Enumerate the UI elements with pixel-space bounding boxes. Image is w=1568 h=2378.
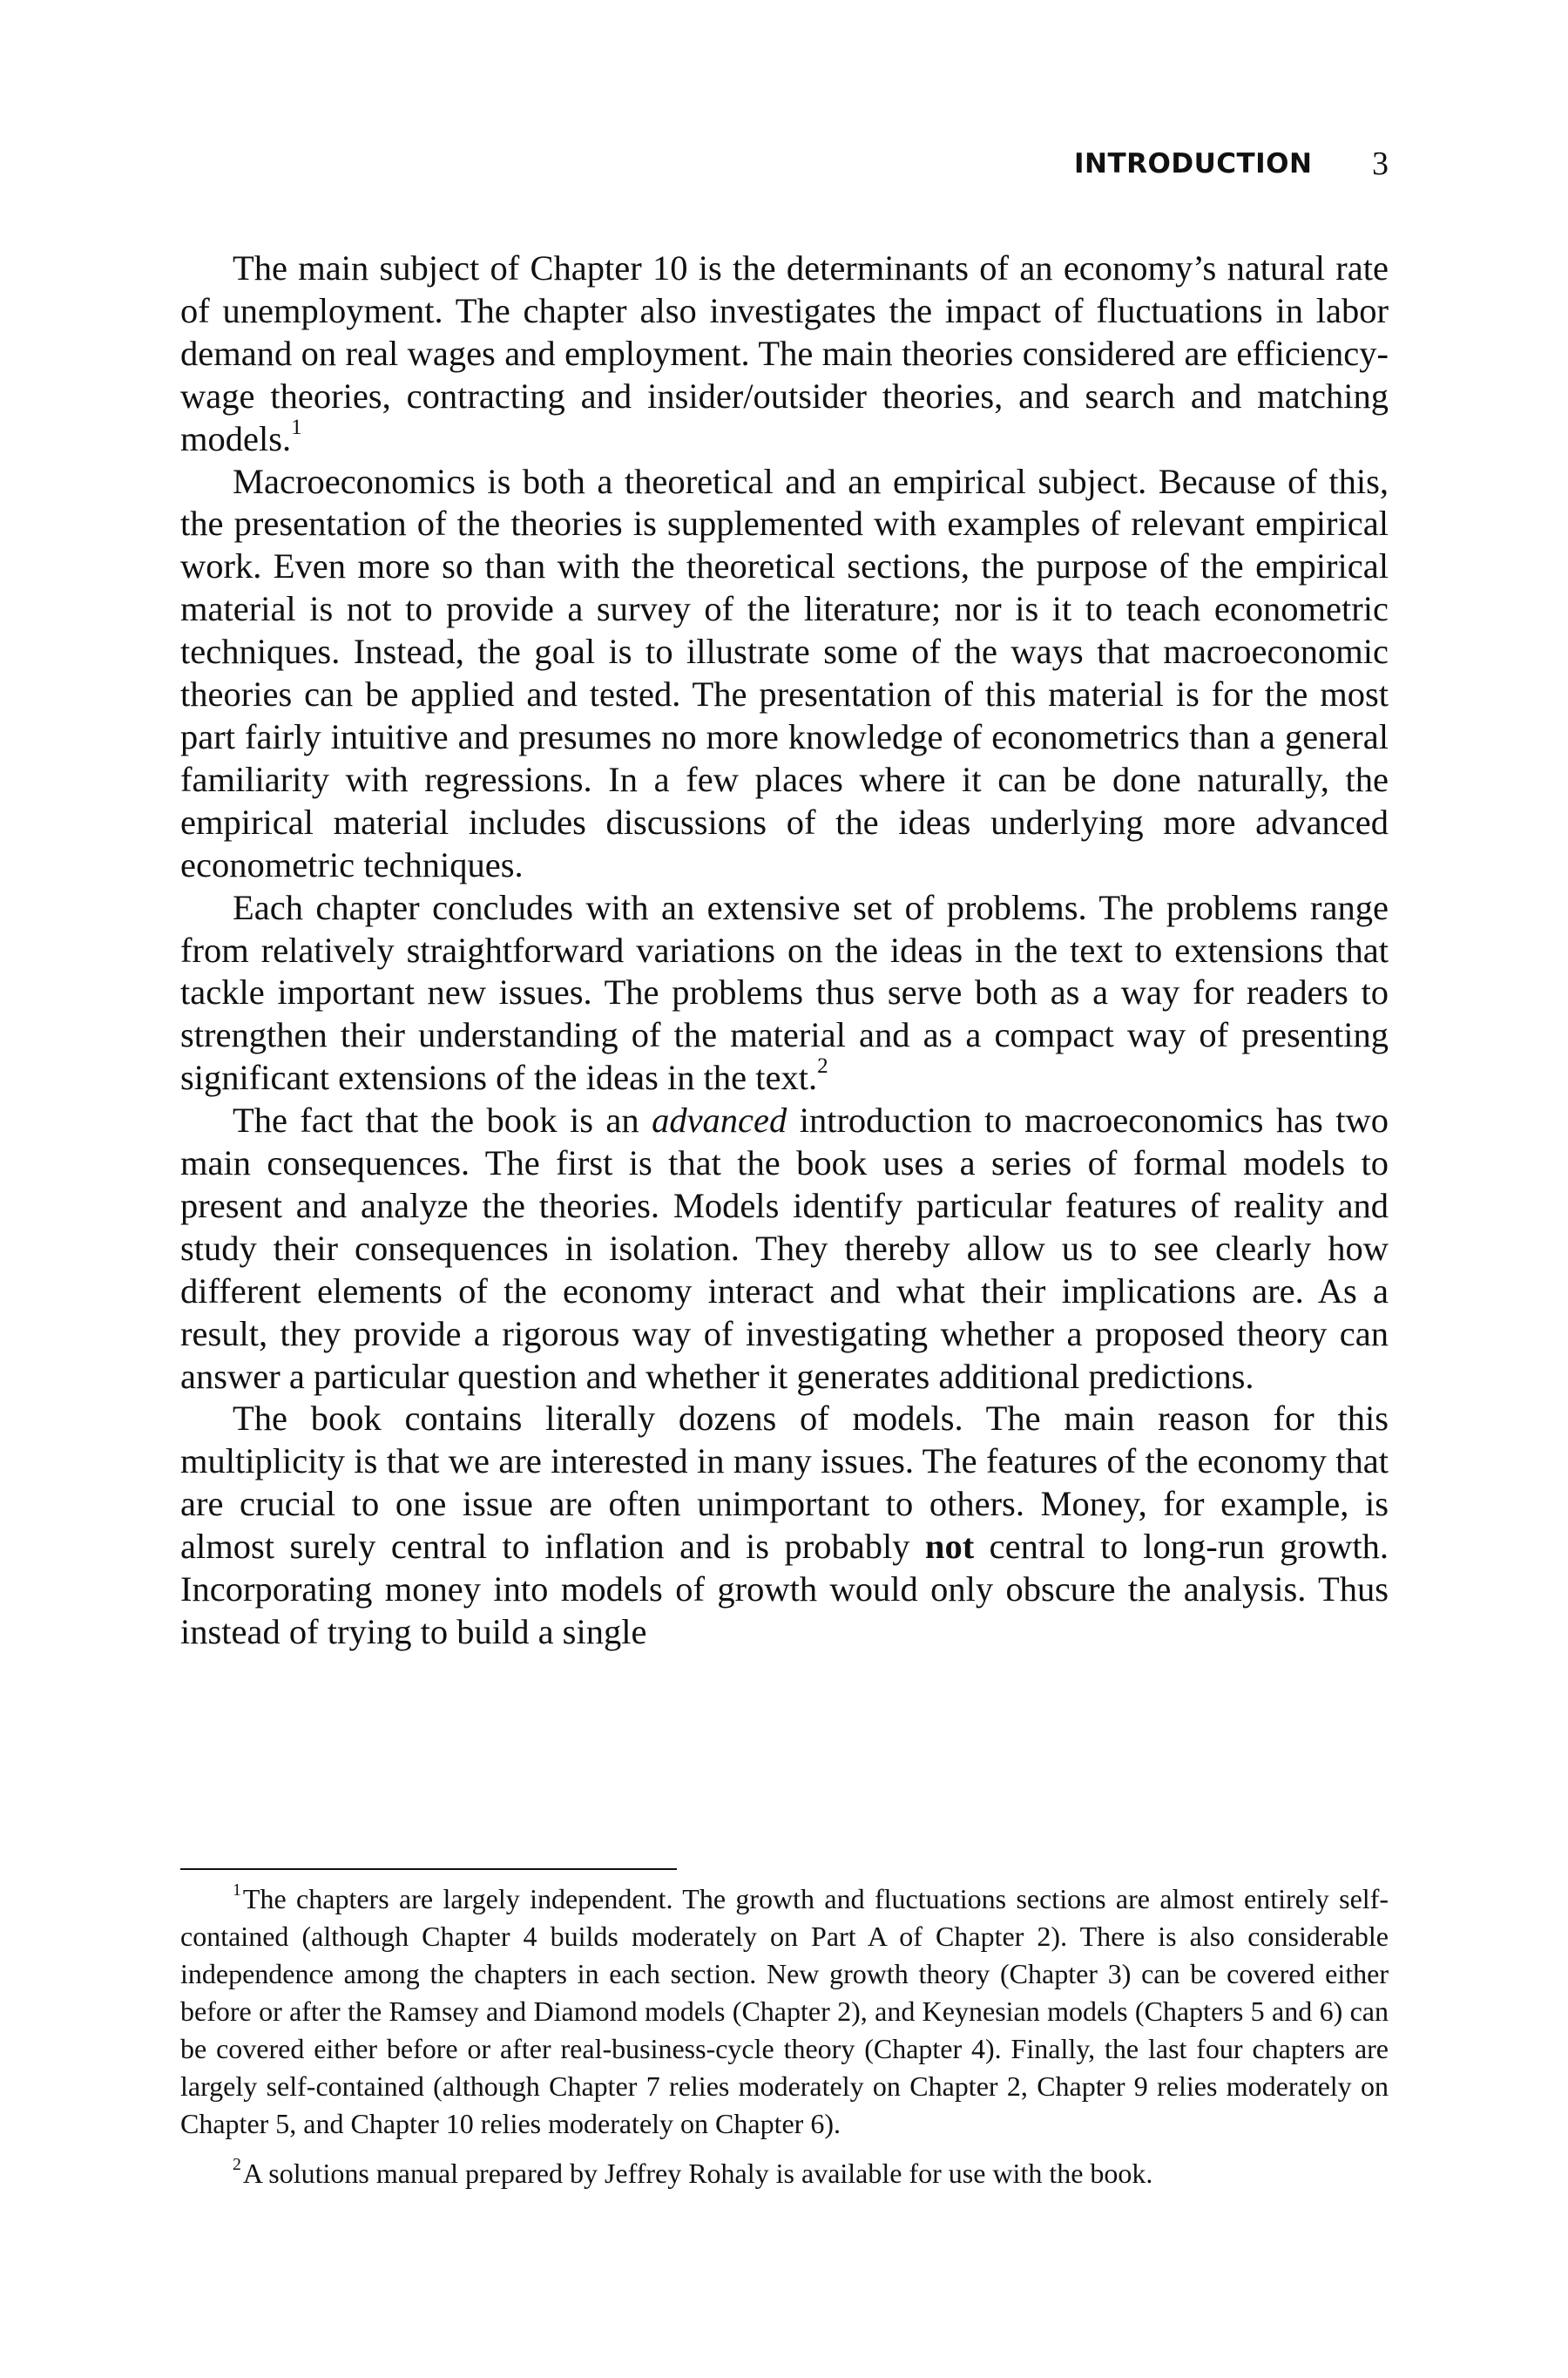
footnote-text: A solutions manual prepared by Jeffrey Rohaly is available for use with the book. — [242, 2158, 1153, 2189]
paragraph-text: Each chapter concludes with an extensive set of problems. The problems range from relatively straightforward variations on the ideas in the text to extensions that tackle important new issues. The problems thus serve both as a way for readers to strengthen their understanding of the material and as a compact way of presenting significant extensions of the ideas in the text. — [180, 887, 1389, 1098]
paragraph-empirical — [180, 461, 1389, 887]
running-head — [1028, 145, 1394, 183]
emphasis-not: not — [924, 1527, 975, 1567]
footnotes — [180, 1880, 1389, 2192]
emphasis-advanced: advanced — [652, 1101, 787, 1141]
body-text — [180, 247, 1389, 1654]
footnote-ref-2[interactable]: 2 — [817, 1054, 828, 1079]
footnote-mark: 1 — [233, 1880, 241, 1900]
paragraph-problems — [180, 887, 1389, 1101]
running-title: INTRODUCTION — [1074, 148, 1313, 180]
paragraph-text: The book contains literally dozens of models. The main reason for this multiplicity is that we are interested in many issues. The features of the economy that are crucial to one issue are often unimportant to others. Money, for example, is almost surely central to inflation and is probably — [180, 1399, 1389, 1567]
footnote-divider — [180, 1868, 677, 1870]
footnote-ref-1[interactable]: 1 — [291, 415, 302, 439]
paragraph-text: introduction to macroeconomics has two main consequences. The first is that the book uses a series of formal models to present and analyze the theories. Models identify particular features of reality and study their consequences in isolation. They thereby allow us to see clearly how different elements of the economy interact and what their implications are. As a result, they provide a rigorous way of investigating whether a proposed theory can answer a particular question and whether it generates additional predictions. — [180, 1101, 1389, 1396]
paragraph-text: Macroeconomics is both a theoretical and an empirical subject. Because of this, the presentation of the theories is supplemented with examples of relevant empirical work. Even more so than with the theoretical sections, the purpose of the empirical material is not to provide a survey of the literature; nor is it to teach econometric techniques. Instead, the goal is to illustrate some of the ways that macroeconomic theories can be applied and tested. The presentation of this material is for the most part fairly intuitive and presumes no more knowledge of econometrics than a general familiarity with regressions. In a few places where it can be done naturally, the empirical material includes discussions of the ideas underlying more advanced econometric techniques. — [180, 461, 1389, 884]
paragraph-natural-rate — [180, 247, 1389, 461]
paragraph-advanced — [180, 1100, 1389, 1398]
page-number: 3 — [1372, 146, 1389, 182]
footnote-text: The chapters are largely independent. The growth and fluctuations sections are almost entirely self-contained (although Chapter 4 builds moderately on Part A of Chapter 2). There is also considerable independence among the chapters in each section. New growth theory (Chapter 3) can be covered either before or after the Ramsey and Diamond models (Chapter 2), and Keynesian models (Chapters 5 and 6) can be covered either before or after real-business-cycle theory (Chapter 4). Finally, the last four chapters are largely self-contained (although Chapter 7 relies moderately on Chapter 2, Chapter 9 relies moderately on Chapter 5, and Chapter 10 relies moderately on Chapter 6). — [180, 1883, 1389, 2139]
paragraph-text: The main subject of Chapter 10 is the determinants of an economy’s natural rate of unemployment. The chapter also investigates the impact of fluctuations in labor demand on real wages and employment. The main theories considered are efficiency-wage theories, contracting and insider/outsider theories, and search and matching models. — [180, 248, 1389, 458]
footnote-mark: 2 — [233, 2155, 241, 2175]
paragraph-models — [180, 1398, 1389, 1653]
footnote-1 — [180, 1880, 1389, 2143]
paragraph-text: central to long-run growth. Incorporating money into models of growth would only obscure the analysis. Thus instead of trying to build a single — [180, 1527, 1389, 1651]
paragraph-text: The fact that the book is an — [233, 1101, 652, 1141]
footnote-2 — [180, 2155, 1389, 2192]
